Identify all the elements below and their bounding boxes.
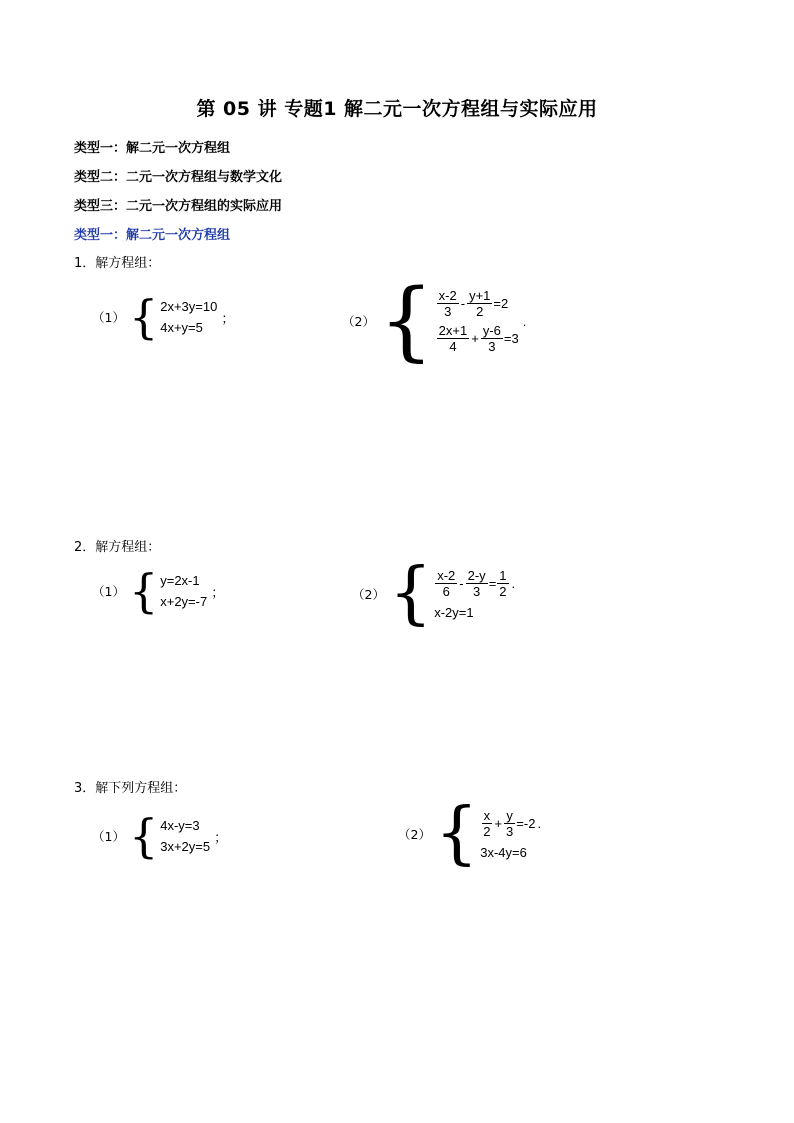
q3-part1-system — [92, 809, 228, 863]
fraction: $\frac{x-2}{3}$ — [438, 288, 457, 319]
punctuation: . — [537, 816, 542, 831]
question-2-heading: 2．解方程组： — [74, 540, 161, 555]
equation: 4x-y=3 — [160, 818, 200, 833]
q2-part2-system — [352, 554, 516, 633]
left-brace: { — [128, 290, 159, 344]
equation: y=2x-1 — [160, 573, 200, 588]
fraction: $\frac{y-6}{3}$ — [482, 323, 501, 354]
q2-part1-system — [92, 564, 225, 618]
equation: 3x-4y=6 — [480, 845, 527, 860]
part-number: （2） — [352, 587, 385, 602]
punctuation: . — [522, 313, 527, 329]
q3-part2-system — [398, 794, 542, 873]
equation: $\frac{x}{2}$ + $\frac{y}{3}$ =-2 . — [483, 808, 542, 839]
equation: 4x+y=5 — [160, 320, 203, 335]
q1-part2-system — [342, 271, 527, 371]
equation: 3x+2y=5 — [160, 839, 211, 854]
type-item-1: 类型一：解二元一次方程组 — [74, 141, 231, 156]
page-title: 第 05 讲 专题1 解二元一次方程组与实际应用 — [196, 98, 598, 120]
left-brace: { — [388, 554, 433, 633]
left-brace: { — [378, 271, 434, 371]
part-number: （2） — [342, 314, 375, 329]
part-number: （1） — [92, 310, 125, 325]
punctuation: ； — [221, 310, 235, 326]
equation: 2x+3y=10 — [160, 299, 218, 314]
part-number: （2） — [398, 827, 431, 842]
equation: $\frac{x-2}{6}$ - $\frac{2-y}{3}$ = $\frac{1}{2}$ . — [437, 568, 516, 599]
left-brace: { — [128, 809, 159, 863]
punctuation: . — [511, 576, 516, 591]
type-item-2: 类型二：二元一次方程组与数学文化 — [74, 170, 283, 185]
equation: $\frac{2x+1}{4}$ + $\frac{y-6}{3}$ =3 — [438, 323, 519, 354]
fraction: $\frac{y+1}{2}$ — [469, 288, 491, 319]
fraction: $\frac{1}{2}$ — [499, 568, 507, 599]
fraction: $\frac{x-2}{6}$ — [437, 568, 456, 599]
fraction: $\frac{2-y}{3}$ — [467, 568, 486, 599]
equation: x-2y=1 — [434, 605, 474, 620]
section-heading: 类型一：解二元一次方程组 — [74, 228, 231, 243]
part-number: （1） — [92, 829, 125, 844]
question-1-heading: 1．解方程组： — [74, 256, 161, 271]
punctuation: ； — [211, 584, 225, 600]
equation: $\frac{x-2}{3}$ - $\frac{y+1}{2}$ =2 — [438, 288, 509, 319]
equation: x+2y=-7 — [160, 594, 208, 609]
left-brace: { — [128, 564, 159, 618]
fraction: $\frac{2x+1}{4}$ — [438, 323, 468, 354]
punctuation: ； — [214, 829, 228, 845]
question-3-heading: 3．解下列方程组： — [74, 781, 187, 796]
q1-part1-system — [92, 290, 235, 344]
fraction: $\frac{y}{3}$ — [506, 808, 514, 839]
part-number: （1） — [92, 584, 125, 599]
left-brace: { — [434, 794, 479, 873]
type-item-3: 类型三：二元一次方程组的实际应用 — [74, 199, 283, 214]
fraction: $\frac{x}{2}$ — [483, 808, 491, 839]
